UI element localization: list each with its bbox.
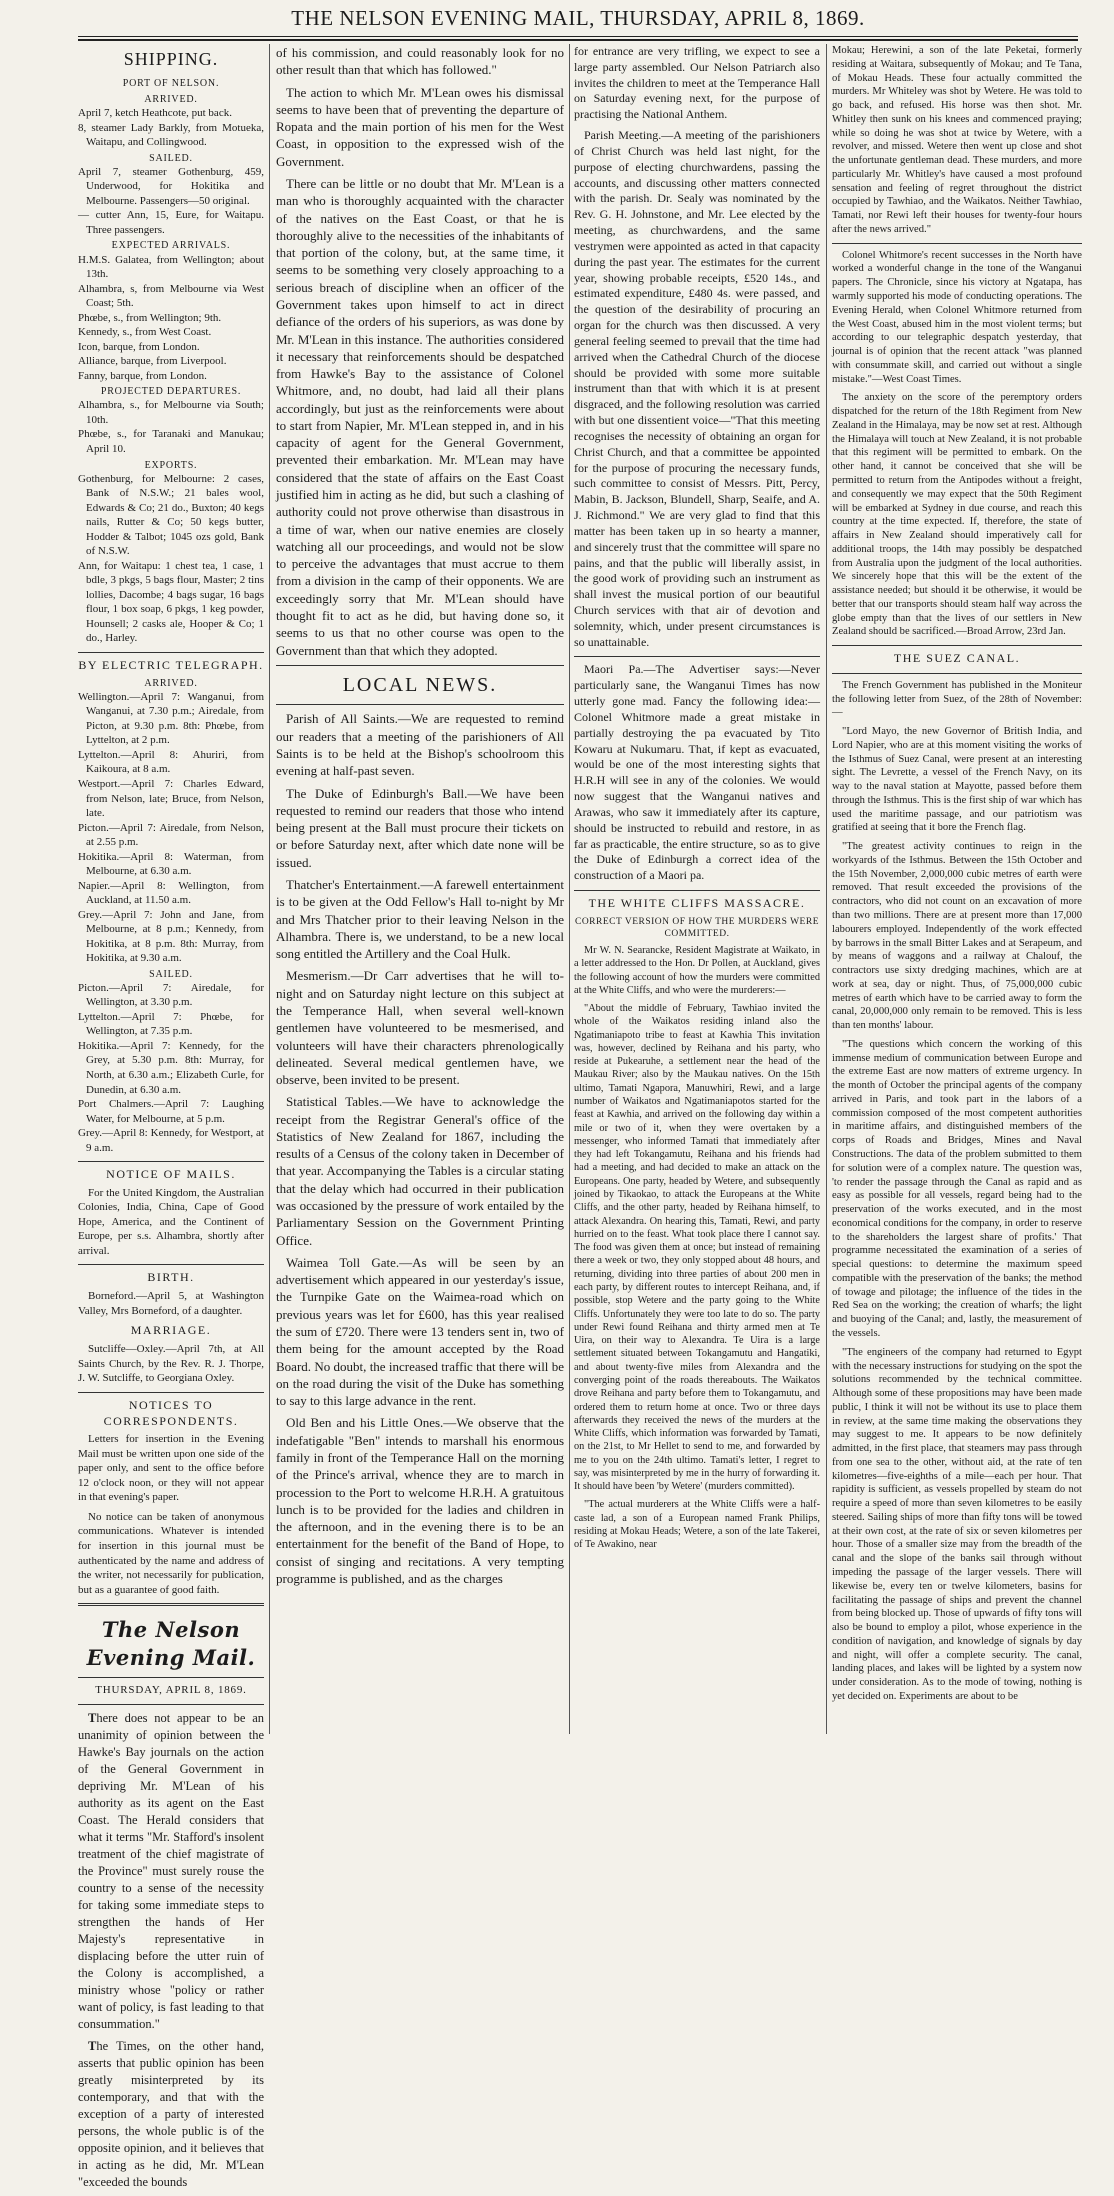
- editorial-paragraph: There does not appear to be an unanimity of opinion between the Hawke's Bay journals on the action of the General Government in depriving Mr. M'Lean of his authority as its agent on the East Coast. The Herald considers that what it terms "Mr. Stafford's insolent treatment of the chief magistrate of the Province" must surely rouse the country to a sense of the necessity for taking some immediate steps to strengthen the hands of Her Majesty's representative in displacing before the utter ruin of the Colony is accomplished, a ministry whose "policy or rather want of policy, is fast leading to that consummation.": [78, 1711, 264, 2031]
- article-paragraph: "The greatest activity continues to reign in the workyards of the Isthmus. Between the 15th October and the 15th November, 2,000,000 cubic metres of earth were removed. That result exceeded the provisions of the contractors, who did not count on an excavation of more than two millions. There are at present more than 17,000 labourers employed. Independently of the work effected by barrows in the small Bitter Lakes and at Serapeum, and by means of waggons and a railway at Chalouf, the contractors use sixty dredging machines, which are at work at sea, day or night. Thus, of 75,000,000 cubic metres of earth which have to be carried away to form the canal, 20,000,000 only remain to be removed. This is less than ten months' labour.: [832, 841, 1082, 1032]
- arrived-heading: ARRIVED.: [144, 93, 198, 105]
- column-divider: [269, 44, 270, 1734]
- shipping-entry: April 7, ketch Heathcote, put back.: [78, 107, 232, 120]
- section-divider: [78, 652, 264, 653]
- shipping-entry: Fanny, barque, from London.: [78, 369, 207, 382]
- section-divider: [78, 1161, 264, 1162]
- column-divider: [569, 44, 570, 1734]
- expected-heading: EXPECTED ARRIVALS.: [111, 240, 231, 252]
- news-item: Statistical Tables.—We have to acknowledge the receipt from the Registrar General's office of the Statistics of New Zealand for 1867, including the results of a Census of the colony taken in December of that year. Accompanying the Tables is a circular stating that the delay which had occurred in their publication was occasioned by the pressure of work entailed by the Parliamentary Session on the Government Printing Office.: [276, 1094, 564, 1248]
- shipping-entry: 8, steamer Lady Barkly, from Motueka, Waitapu, and Collingwood.: [78, 121, 264, 149]
- news-item: Old Ben and his Little Ones.—We observe that the indefatigable "Ben" intends to marshall his enormous family in front of the Temperance Hall on the morning of the Prince's arrival, whence they are to march in procession to the Port to welcome H.R.H. A gratuitous lunch is to be provided for the ladies and children in the afternoon, and in the evening there is to be an entertainment for the benefit of the Band of Hope, to consist of singing and recitations. A very tempting programme is published, and as the charges: [276, 1415, 564, 1586]
- column-divider: [826, 44, 827, 1734]
- editorial-paragraph: The Times, on the other hand, asserts that public opinion has been greatly misinterpreted by its contemporary, and that with the exception of a party of interested persons, the whole public is of the opposite opinion, and it believes that in acting as he did, Mr. M'Lean "exceeded the bounds: [78, 2039, 264, 2189]
- section-divider: [78, 1704, 264, 1705]
- section-divider: [574, 890, 820, 891]
- article-paragraph: "About the middle of February, Tawhiao invited the whole of the Waikatos residing inland also the Ngatimaniapoto tribe to feast at Kawhia This invitation was, however, declined by Reihana and his party, who reside at Pukearuhe, a settlement near the head of the Maukau River; also by the Maukau natives. On the 15th ultimo, Tamati Ngapora, Manuwhiri, Rewi, and a large number of Waikatos and Ngatimaniapotos started for the feast at Kawhia, and arrived on the following day within a mile or two of it, when they were overtaken by a messenger, who informed Tamati that immediately after they had left Tokangamutu, Reihana and his friends had had a meeting, and had decided to make an attack on the Europeans. One party, headed by Wetere, and subsequently joined by Tikaokao, to attack the Europeans at the White Cliffs, and the other party, headed by Reihana himself, to attack Alexandra. On hearing this, Tamati, Rewi, and party hurried on to the feast. What took place there I cannot say. The food was given them at once; but instead of remaining there a week or two, they only stopped about 48 hours, and returning, dividing into three parties of about 200 men in each party, by different routes to intercept Reihana, and, if possible, stop Wetere and the party going to the White Cliffs. Unfortunately they were too late to do so. The party under Rewi found Reihana and thirty armed men at Te Uira, on their way to Alexandra. Te Uira is a large settlement situated between Tokangamutu and Hangatiki, and about twenty-five miles from Alexandra and the converging point of the roads thereabouts. The Waikatos drove Reihana and party before them to Tokangamutu, and ordered them to return home at once. Two or three days afterwards they received the news of the murders at the White Cliffs, which information was forwarded by Tamati, on the 21st, to Mr Hellet to send to me, and forwarded by me to you on the 24th ultimo. Tamati's letter, I regret to say, was misinterpreted by me in the hurry of forwarding it. It should have been 'by Wetere' (murders committed).: [574, 1003, 820, 1493]
- telegraph-entry: Hokitika.—April 8: Waterman, from Melbourne, at 6.30 a.m.: [78, 850, 264, 878]
- article-paragraph: The French Government has published in the Moniteur the following letter from Suez, of the 28th of November:—: [832, 679, 1082, 719]
- birth-text: Borneford.—April 5, at Washington Valley, Mrs Borneford, of a daughter.: [78, 1290, 264, 1317]
- mails-text: For the United Kingdom, the Australian Colonies, India, China, Cape of Good Hope, America, and the Continent of Europe, per s.s. Alhambra, shortly after arrival.: [78, 1186, 264, 1257]
- telegraph-entry: Port Chalmers.—April 7: Laughing Water, for Melbourne, at 5 p.m.: [78, 1098, 264, 1125]
- editorial-paragraph: The action to which Mr. M'Lean owes his dismissal seems to have been that of preventing the departure of Ropata and the main portion of his men for the West Coast, in opposition to the expressed wish of the Government.: [276, 84, 564, 169]
- news-item: Maori Pa.—The Advertiser says:—Never particularly sane, the Wanganui Times has now utterly gone mad. Fancy the following idea:—Colonel Whitmore made a great mistake in partially destroying the pa evacuated by Tito Kowaru at Nukumaru. That, if kept as evacuated, would be one of the most interesting sights that H.R.H will see in any of the colonies. We would now suggest that the Wanganui natives and Arawas, who saw it immediately after its capture, should be instructed to rebuild and restore, in as far as practicable, the entire structure, so as to give the Duke of Edinburgh a correct idea of the construction of a Maori pa.: [574, 662, 820, 883]
- local-news-heading: LOCAL NEWS.: [342, 673, 498, 696]
- birth-heading: BIRTH.: [147, 1270, 195, 1285]
- tel-arrived-heading: ARRIVED.: [144, 677, 198, 689]
- news-item: Parish Meeting.—A meeting of the parishioners of Christ Church was held last night, for the purpose of electing churchwardens, passing the accounts, and discussing other matters connected with the parish. Dr. Sealy was nominated by the Rev. G. H. Johnstone, and Mr. Lee elected by the meeting, as churchwardens, and the same vestrymen were appointed as acted in that capacity during the past year. The estimates for the current year, showing probable receipts, £520 14s., and estimated expenditure, £480 4s. were passed, and the question of the desirability of procuring an organ for the church was then discussed. A very general feeling seemed to prevail that the time had arrived when the Cathedral Church of the diocese should be provided with some more suitable instrument than that with which it is at present disgraced, and the following resolution was carried with but one dissentient voice—"That this meeting recognises the necessity of obtaining an organ for Christ Church, and that a committee be appointed for the purpose of procuring the necessary funds, such committee to consist of Messrs. Pitt, Percy, Mabin, B. Jackson, Blundell, Sharp, Seaife, and A. J. Richmond." We are very glad to find that this matter has been taken up in so hearty a manner, and sincerely trust that the committee will spare no pains, and that the public will liberally assist, in the good work of providing such an instrument as shall invest the musical portion of our beautiful Church services with that air of devotion and solemnity, which, under present circumstances is so unattainable.: [574, 128, 820, 649]
- news-item: The Duke of Edinburgh's Ball.—We have been requested to remind our readers that those who intend being present at the Ball must procure their tickets on or before Saturday next, after which date none will be issued.: [276, 785, 564, 870]
- telegraph-entry: Wellington.—April 7: Wanganui, from Wanganui, at 7.30 p.m.; Airedale, from Picton, at 9.30 p.m. 8th: Phœbe, from Lyttelton, at 2 p.m.: [78, 690, 264, 747]
- projected-heading: PROJECTED DEPARTURES.: [100, 386, 242, 398]
- section-divider: [832, 645, 1082, 646]
- sailed-heading: SAILED.: [149, 152, 193, 164]
- column-1: [78, 44, 264, 2196]
- shipping-entry: Alliance, barque, from Liverpool.: [78, 355, 227, 368]
- telegraph-heading: BY ELECTRIC TELEGRAPH.: [78, 657, 264, 672]
- masthead-rule-heavy: [78, 39, 1078, 41]
- shipping-entry: Alhambra, s., for Melbourne via South; 10th.: [78, 399, 264, 426]
- column-4: [832, 44, 1082, 1709]
- article-paragraph: Mr W. N. Searancke, Resident Magistrate at Waikato, in a letter addressed to the Hon. Dr Pollen, at Auckland, gives the following account of how the murders were committed at the White Cliffs, and who were the murderers:—: [574, 944, 820, 996]
- section-divider: [78, 1677, 264, 1678]
- section-divider: [78, 1392, 264, 1393]
- shipping-lists: [78, 93, 264, 646]
- section-divider: [276, 665, 564, 666]
- dateline: THURSDAY, APRIL 8, 1869.: [95, 1684, 247, 1697]
- telegraph-entry: Grey.—April 7: John and Jane, from Melbourne, at 8 p.m.; Kennedy, from Hokitika, at 8 p.m. 8th: Murray, from Hokitika, at 9.30 a.m.: [78, 908, 264, 965]
- telegraph-entry: Lyttelton.—April 8: Ahuriri, from Kaikoura, at 8 a.m.: [78, 748, 264, 776]
- shipping-entry: April 7, steamer Gothenburg, 459, Underwood, for Hokitika and Melbourne. Passengers—50 original.: [78, 165, 264, 207]
- section-divider: [832, 243, 1082, 244]
- article-paragraph: "Lord Mayo, the new Governor of British India, and Lord Napier, who are at this moment visiting the works of the Isthmus of Suez Canal, were present at an interesting sight. The Levrette, a vessel of the French Navy, on its way to the naval station at Mayotte, passed before them through the Isthmus. This is the first ship of war which has used the maritime passage, and our patriotism was gratified at seeing that it bore the French flag.: [832, 726, 1082, 834]
- news-item: Waimea Toll Gate.—As will be seen by an advertisement which appeared in our yesterday's issue, the Turnpike Gate on the Waimea-road which on previous years was let for £600, has this year realised the sum of £720. There were 13 tenders sent in, two of them being for the amount accepted by the Road Board. No doubt, the increased traffic that there will be on the road during the visit of the Duke has something to say to this large advance in the rent.: [276, 1254, 564, 1409]
- shipping-entry: — cutter Ann, 15, Eure, for Waitapu. Three passengers.: [78, 209, 264, 236]
- tel-sailed-heading: SAILED.: [149, 968, 193, 980]
- telegraph-entry: Picton.—April 7: Airedale, for Wellington, at 3.30 p.m.: [78, 981, 264, 1009]
- article-paragraph: Mokau; Herewini, a son of the late Peketai, formerly residing at Waitara, subsequently of Mokau; and Te Tana, of Mokau Heads. These four actually committed the murders. Mr Whiteley was shot by Wetere. He was told to go back, and refused. His horse was then shot. Mr. Whitley then sunk on his knees and commenced praying; while so doing he was shot at twice by Wetere, with a revolver, and missed. Wetere then went up close and shot the unfortunate gentleman dead. These murders, and more particularly Mr. Whitley's have caused a most profound sensation and feeling of regret throughout the district occupied by Tawhiao, and the Waikatos. Neither Tawhiao, Tamati, nor Rewi left their houses for twenty-four hours after the news arrived.": [832, 45, 1082, 235]
- editorial-paragraph: of his commission, and could reasonably look for no other result than that which has followed.": [276, 45, 564, 78]
- shipping-entry: Phœbe, s., from Wellington; 9th.: [78, 311, 222, 324]
- notices-paragraph: No notice can be taken of anonymous communications. Whatever is intended for insertion in this journal must be authenticated by the name and address of the writer, not necessarily for publication, but as a guarantee of good faith.: [78, 1510, 264, 1596]
- shipping-entry: Phœbe, s., for Taranaki and Manukau; April 10.: [78, 428, 264, 455]
- massacre-article: [574, 944, 820, 1552]
- massacre-heading: THE WHITE CLIFFS MASSACRE.: [588, 896, 806, 911]
- shipping-entry: Ann, for Waitapu: 1 chest tea, 1 case, 1 bdle, 3 pkgs, 5 bags flour, Master; 2 tins lollies, Dacombe; 4 bags sugar, 16 bags flour, 1 box soap, 6 pkgs, 1 keg powder, Hounsell; 2 casks ale, Hooper & Co; 1 do., Harley.: [78, 559, 264, 645]
- section-divider: [574, 656, 820, 657]
- news-item: Thatcher's Entertainment.—A farewell entertainment is to be given at the Odd Fellow's Hall to-night by Mr and Mrs Thatcher prior to their leaving Nelson in the Alhambra. There is, we understand, to be a new local song entitled the Artillery and the Coal Hulk.: [276, 876, 564, 962]
- shipping-entry: Alhambra, s, from Melbourne via West Coast; 5th.: [78, 282, 264, 310]
- telegraph-entry: Westport.—April 7: Charles Edward, from Nelson, late; Bruce, from Nelson, late.: [78, 778, 264, 820]
- news-item: Mesmerism.—Dr Carr advertises that he will to-night and on Saturday night lecture on this subject at the Temperance Hall, when several well-known gentlemen have volunteered to be mesmerised, and volunteers will have their characters phrenologically delineated. Several medical gentlemen have, we observe, been invited to be present.: [276, 968, 564, 1088]
- masthead: THE NELSON EVENING MAIL, THURSDAY, APRIL 8, 1869.: [291, 6, 865, 30]
- marriage-text: Sutcliffe—Oxley.—April 7th, at All Saints Church, by the Rev. R. J. Thorpe, J. W. Sutcliffe, to Georgiana Oxley.: [78, 1343, 264, 1385]
- mails-heading: NOTICE OF MAILS.: [106, 1167, 236, 1182]
- notices-paragraph: Letters for insertion in the Evening Mail must be written upon one side of the paper only, and sent to the office before 12 o'clock noon, or they will not appear in that evening's paper.: [78, 1433, 264, 1504]
- telegraph-entry: Lyttelton.—April 7: Phœbe, for Wellington, at 7.35 p.m.: [78, 1010, 264, 1038]
- marriage-heading: MARRIAGE.: [130, 1323, 212, 1338]
- telegraph-entry: Hokitika.—April 7: Kennedy, for the Grey, at 5.30 p.m. 8th: Murray, for North, at 6.30 a.m.; Elizabeth Curle, for Dunedin, at 6.30 a.m.: [78, 1039, 264, 1096]
- article-paragraph: "The engineers of the company had returned to Egypt with the necessary instructions for studying on the spot the solutions recommended by the technical committee. Although some of these propositions may have been made public, I think it will not be without its use to place them in review, at the same time making the observations they may suggest to me. It appears to be now definitely admitted, in the first place, that steamers may pass through from one sea to the other, without aid, at the rate of ten kilometres—five-eighths of a mile—each per hour. That rapidity is sufficient, as vessels propelled by steam do not require a speed of more than seven kilometres to be easily steered. Sailing ships of more than fifty tons will be towed at their own cost, at the rate of six or seven kilometres per hour. Those of a smaller size may from the breadth of the canal and the slope of the banks sail through without impeding the passage of the larger vessels. There will likewise be, every ten or twelve kilometers, basins for facilitating the passage of ships and prevent the channel from being blocked up. Those of upwards of fifty tons will also be bound to employ a pilot, whose experience in the condition of navigation, and knowledge of signals by day and night, will offer a complete security. The canal, landing places, and lakes will be lighted by a system now under consideration. As to the mode of towing, nothing is yet decided on. Experiments are about to be: [832, 1346, 1082, 1702]
- editorial-paragraph: There can be little or no doubt that Mr. M'Lean is a man who is thoroughly acquainted with the character of the natives on the East Coast, or that he is thoroughly alive to the necessities of the inhabitants of that portion of the colony, but, at the same time, it seems to be something very closely approaching to a serious breach of discipline when an officer of the Government takes upon himself to act in direct defiance of the orders of his superiors, as was done by Mr. M'Lean in this instance. The authorities considered it necessary that reinforcements should be despatched from Hawke's Bay to the assistance of Colonel Whitmore, and, no doubt, had laid all their plans accordingly, but just as the reinforcements were about to start from Napier, Mr. M'Lean stepped in, and in his capacity of agent for the General Government, prevented their embarkation. Mr. M'Lean may have considered that the state of affairs on the East Coast justified him in acting as he did, but such a clashing of authority could not prove otherwise than disastrous in a time of war, when our native enemies are closely watching all our proceedings, and would not be slow to perceive the advantages that must accrue to them from a division in the camp of their opponents. We are exceedingly sorry that Mr. M'Lean should have thought fit to act as he did, but having done so, it seems to us that no other course was open to the Government than that which they adopted.: [276, 175, 564, 658]
- column-2: [276, 44, 564, 1592]
- telegraph-lists: [78, 677, 264, 1155]
- telegraph-entry: Picton.—April 7: Airedale, from Nelson, at 2.55 p.m.: [78, 821, 264, 849]
- shipping-entry: H.M.S. Galatea, from Wellington; about 13th.: [78, 253, 264, 281]
- shipping-heading: SHIPPING.: [123, 49, 219, 69]
- massacre-subheading: CORRECT VERSION OF HOW THE MURDERS WERE COMMITTED.: [574, 916, 819, 940]
- news-item: for entrance are very trifling, we expect to see a large party assembled. Our Nelson Patriarch also invites the children to meet at the Temperance Hall on Saturday evening next, for the purpose of practising the National Anthem.: [574, 44, 820, 122]
- shipping-entry: Icon, barque, from London.: [78, 340, 200, 353]
- section-divider: [78, 1264, 264, 1265]
- shipping-entry: Kennedy, s., from West Coast.: [78, 326, 212, 339]
- section-divider: [78, 1603, 264, 1606]
- shipping-entry: Gothenburg, for Melbourne: 2 cases, Bank of N.S.W.; 21 bales wool, Edwards & Co; 21 do., Buxton; 40 kegs nails, Rutter & Co; 50 kegs butter, Hodder & Talbot; 1045 ozs gold, Bank of N.S.W.: [78, 472, 264, 558]
- article-paragraph: "The questions which concern the working of this immense medium of communication between Europe and the extreme East are now matters of extreme urgency. In the month of October the principal agents of the company arrived in Paris, and took part in the labors of a commission composed of the most competent authorities in maritime affairs, and distinguished members of the corps of Roads and Bridges, Mines and Naval Constructions. The data of the problem submitted to them for solution were of a complex nature. The question was, 'to render the passage through the Canal as rapid and as easy as possible for all vessels, regard being had to the preservation of the works executed, and in the most economical conditions for the company, in order to reserve to the shareholders the largest share of profits.' That programme necessitated the examination of a series of special questions: to determine the maximum speed compatible with the preservation of the banks; the method of towage and pilotage; the influence of the tides in the Red Sea on the working; the creation of wharfs; the light and buoying of the Canal; and, lastly, the measurement of the vessels.: [832, 1038, 1082, 1339]
- exports-heading: EXPORTS.: [144, 459, 198, 471]
- port-heading: PORT OF NELSON.: [122, 77, 220, 89]
- section-divider: [276, 704, 564, 705]
- section-divider: [832, 673, 1082, 674]
- news-item: The anxiety on the score of the peremptory orders dispatched for the return of the 18th Regiment from New Zealand in the Himalaya, may be now set at rest. Although the Himalaya will touch at New Zealand, it is not probable that this regiment will be permitted to embark. On the other hand, it cannot be conceived that she will be permitted to return from the Antipodes without a freight, and consequently we may expect that the 50th Regiment will be embarked at Sydney in due course, and reach this country at the time expected. If, therefore, the state of affairs in New Zealand should imperatively call for additional troops, the 14th may possibly be despatched from Australia upon the judgment of the local authorities. We sincerely hope that this will be the extent of the assistance needed; but should it be otherwise, it would be better that our transports should steam half way across the globe empty than that the lives of our settlers in New Zealand should be sacrificed.—Broad Arrow, 23rd Jan.: [832, 392, 1082, 638]
- telegraph-entry: Napier.—April 8: Wellington, from Auckland, at 11.50 a.m.: [78, 879, 264, 907]
- suez-heading: THE SUEZ CANAL.: [893, 651, 1021, 666]
- masthead-rule: [78, 36, 1078, 37]
- article-paragraph: "The actual murderers at the White Cliffs were a half-caste lad, a son of a European named Frank Philips, residing at Mokau Heads; Wetere, a son of the late Takerei, of Te Awakino, near: [574, 1499, 820, 1551]
- newspaper-nameplate: The Nelson Evening Mail.: [86, 1617, 256, 1670]
- notices-heading: NOTICES TO CORRESPONDENTS.: [103, 1397, 239, 1428]
- news-item: Colonel Whitmore's recent successes in the North have worked a wonderful change in the tone of the Wanganui papers. The Chronicle, since his victory at Ngatapa, has warmly supported his mode of conducting operations. The Evening Herald, when Colonel Whitmore returned from the West Coast, abused him in the most violent terms; but according to our telegraphic despatch yesterday, that journal is of opinion that the recent attack "was planned with consummate skill, and carried out without a single mistake."—West Coast Times.: [832, 249, 1082, 385]
- news-item: Parish of All Saints.—We are requested to remind our readers that a meeting of the parishioners of All Saints is to be held at the Bishop's schoolroom this evening at half-past seven.: [276, 711, 564, 779]
- telegraph-entry: Grey.—April 8: Kennedy, for Westport, at 9 a.m.: [78, 1127, 264, 1154]
- column-3: [574, 44, 820, 1557]
